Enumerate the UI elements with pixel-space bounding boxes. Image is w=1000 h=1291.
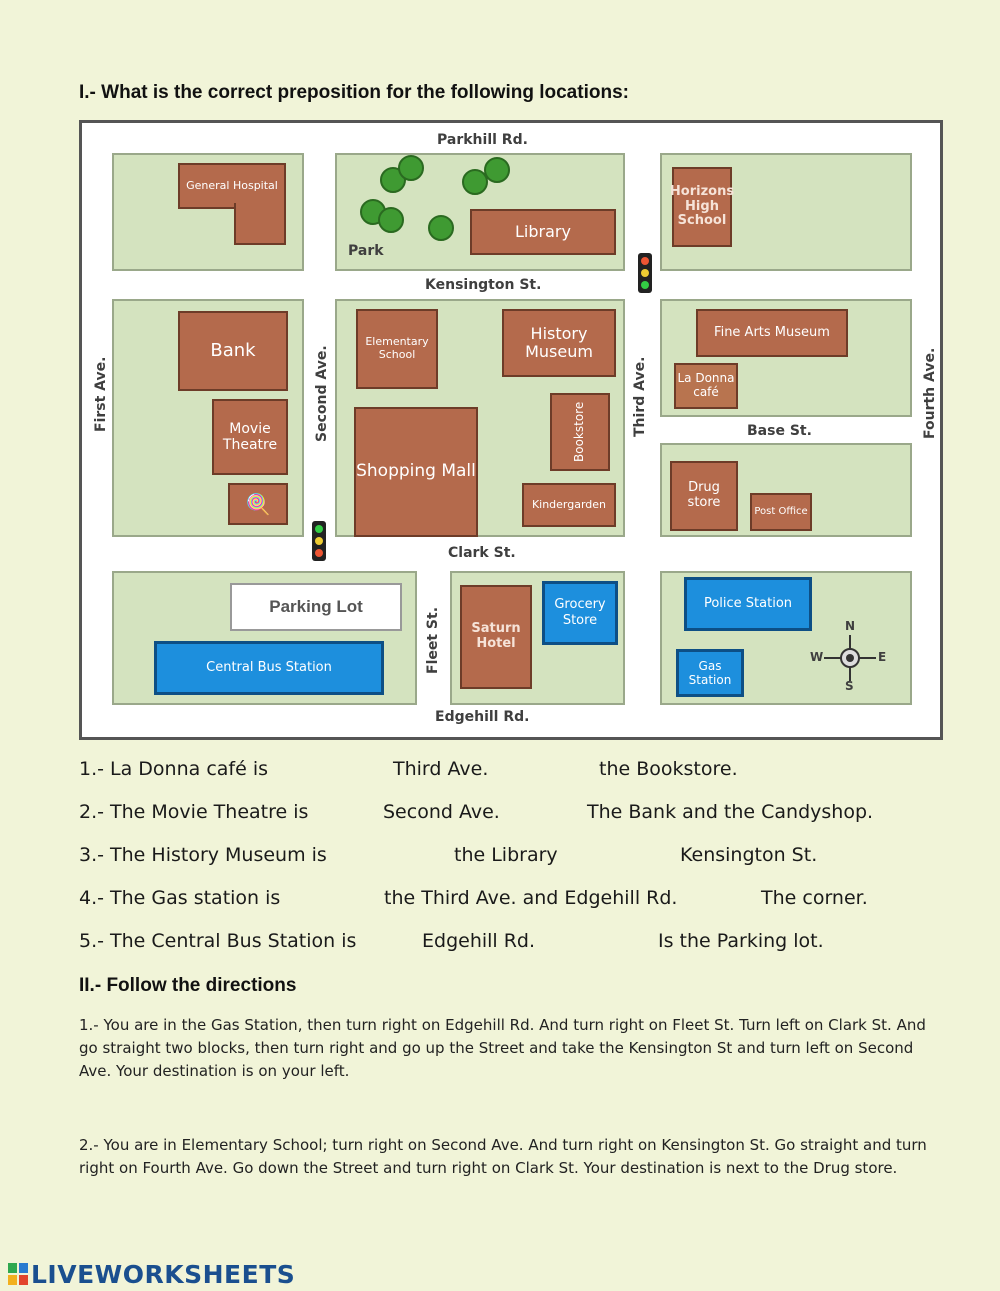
question-2-part-a: 2.- The Movie Theatre is <box>79 801 309 823</box>
library: Library <box>470 209 616 255</box>
movie-theatre: Movie Theatre <box>212 399 288 475</box>
compass-s: S <box>845 679 854 693</box>
road-edgehill: Edgehill Rd. <box>435 709 530 725</box>
town-map <box>79 120 943 740</box>
central-bus-station: Central Bus Station <box>154 641 384 695</box>
traffic-light-icon <box>638 253 652 293</box>
question-4-part-b: the Third Ave. and Edgehill Rd. <box>384 887 678 909</box>
question-5-part-a: 5.- The Central Bus Station is <box>79 930 357 952</box>
shopping-mall: Shopping Mall <box>354 407 478 537</box>
grocery-store: Grocery Store <box>542 581 618 645</box>
liveworksheets-logo[interactable] <box>8 1260 295 1288</box>
road-clark: Clark St. <box>448 545 516 561</box>
tree-icon <box>484 157 510 183</box>
la-donna-cafe: La Donna café <box>674 363 738 409</box>
road-fourth: Fourth Ave. <box>922 347 938 439</box>
park-label: Park <box>348 243 384 259</box>
fine-arts-museum: Fine Arts Museum <box>696 309 848 357</box>
tree-icon <box>378 207 404 233</box>
question-3-part-b: the Library <box>454 844 558 866</box>
section-2-title: II.- Follow the directions <box>79 975 297 996</box>
traffic-light-icon <box>312 521 326 561</box>
question-1-part-a: 1.- La Donna café is <box>79 758 268 780</box>
road-second: Second Ave. <box>314 345 330 442</box>
compass-e: E <box>878 650 887 664</box>
road-base: Base St. <box>747 423 812 439</box>
bookstore-label: Bookstore <box>572 401 587 463</box>
hospital-wing <box>234 203 286 245</box>
road-fleet: Fleet St. <box>425 606 441 674</box>
horizons-high-school: Horizons High School <box>672 167 732 247</box>
road-third: Third Ave. <box>632 356 648 437</box>
lollipop-icon: 🍭 <box>245 491 271 516</box>
question-2-part-b: Second Ave. <box>383 801 500 823</box>
section-1-title: I.- What is the correct preposition for the following locations: <box>79 82 629 103</box>
compass-n: N <box>845 619 856 633</box>
bank: Bank <box>178 311 288 391</box>
parking-lot: Parking Lot <box>230 583 402 631</box>
liveworksheets-logo-text: LIVEWORKSHEETS <box>31 1259 296 1289</box>
general-hospital: General Hospital <box>178 163 286 209</box>
elementary-school: Elementary School <box>356 309 438 389</box>
tree-icon <box>398 155 424 181</box>
question-1-part-b: Third Ave. <box>393 758 489 780</box>
question-4-part-c: The corner. <box>761 887 868 909</box>
history-museum: History Museum <box>502 309 616 377</box>
gas-station: Gas Station <box>676 649 744 697</box>
post-office: Post Office <box>750 493 812 531</box>
directions-paragraph-1: 1.- You are in the Gas Station, then turn right on Edgehill Rd. And turn right on Fleet St. Turn left on Clark St. And go straight two blocks, then turn right and go up the Street and take the Kensington St and turn left on Second Ave. Your destination is on your left. <box>79 1016 926 1080</box>
directions-paragraph-2: 2.- You are in Elementary School; turn right on Second Ave. And turn right on Kensington St. Go straight and turn right on Fourth Ave. Go down the Street and turn right on Clark St. Your destination is next to the Drug store. <box>79 1136 927 1177</box>
question-1-part-c: the Bookstore. <box>599 758 738 780</box>
liveworksheets-logo-icon <box>8 1263 28 1285</box>
tree-icon <box>428 215 454 241</box>
bookstore <box>550 393 610 471</box>
candy-shop <box>228 483 288 525</box>
compass-icon <box>810 619 890 693</box>
road-first: First Ave. <box>93 356 109 432</box>
drug-store: Drug store <box>670 461 738 531</box>
question-4-part-a: 4.- The Gas station is <box>79 887 281 909</box>
kindergarden: Kindergarden <box>522 483 616 527</box>
police-station: Police Station <box>684 577 812 631</box>
question-2-part-c: The Bank and the Candyshop. <box>587 801 874 823</box>
saturn-hotel: Saturn Hotel <box>460 585 532 689</box>
question-5-part-c: Is the Parking lot. <box>658 930 824 952</box>
compass-w: W <box>810 650 824 664</box>
question-3-part-a: 3.- The History Museum is <box>79 844 327 866</box>
question-3-part-c: Kensington St. <box>680 844 818 866</box>
question-5-part-b: Edgehill Rd. <box>422 930 536 952</box>
road-kensington: Kensington St. <box>425 277 542 293</box>
road-parkhill: Parkhill Rd. <box>437 132 528 148</box>
